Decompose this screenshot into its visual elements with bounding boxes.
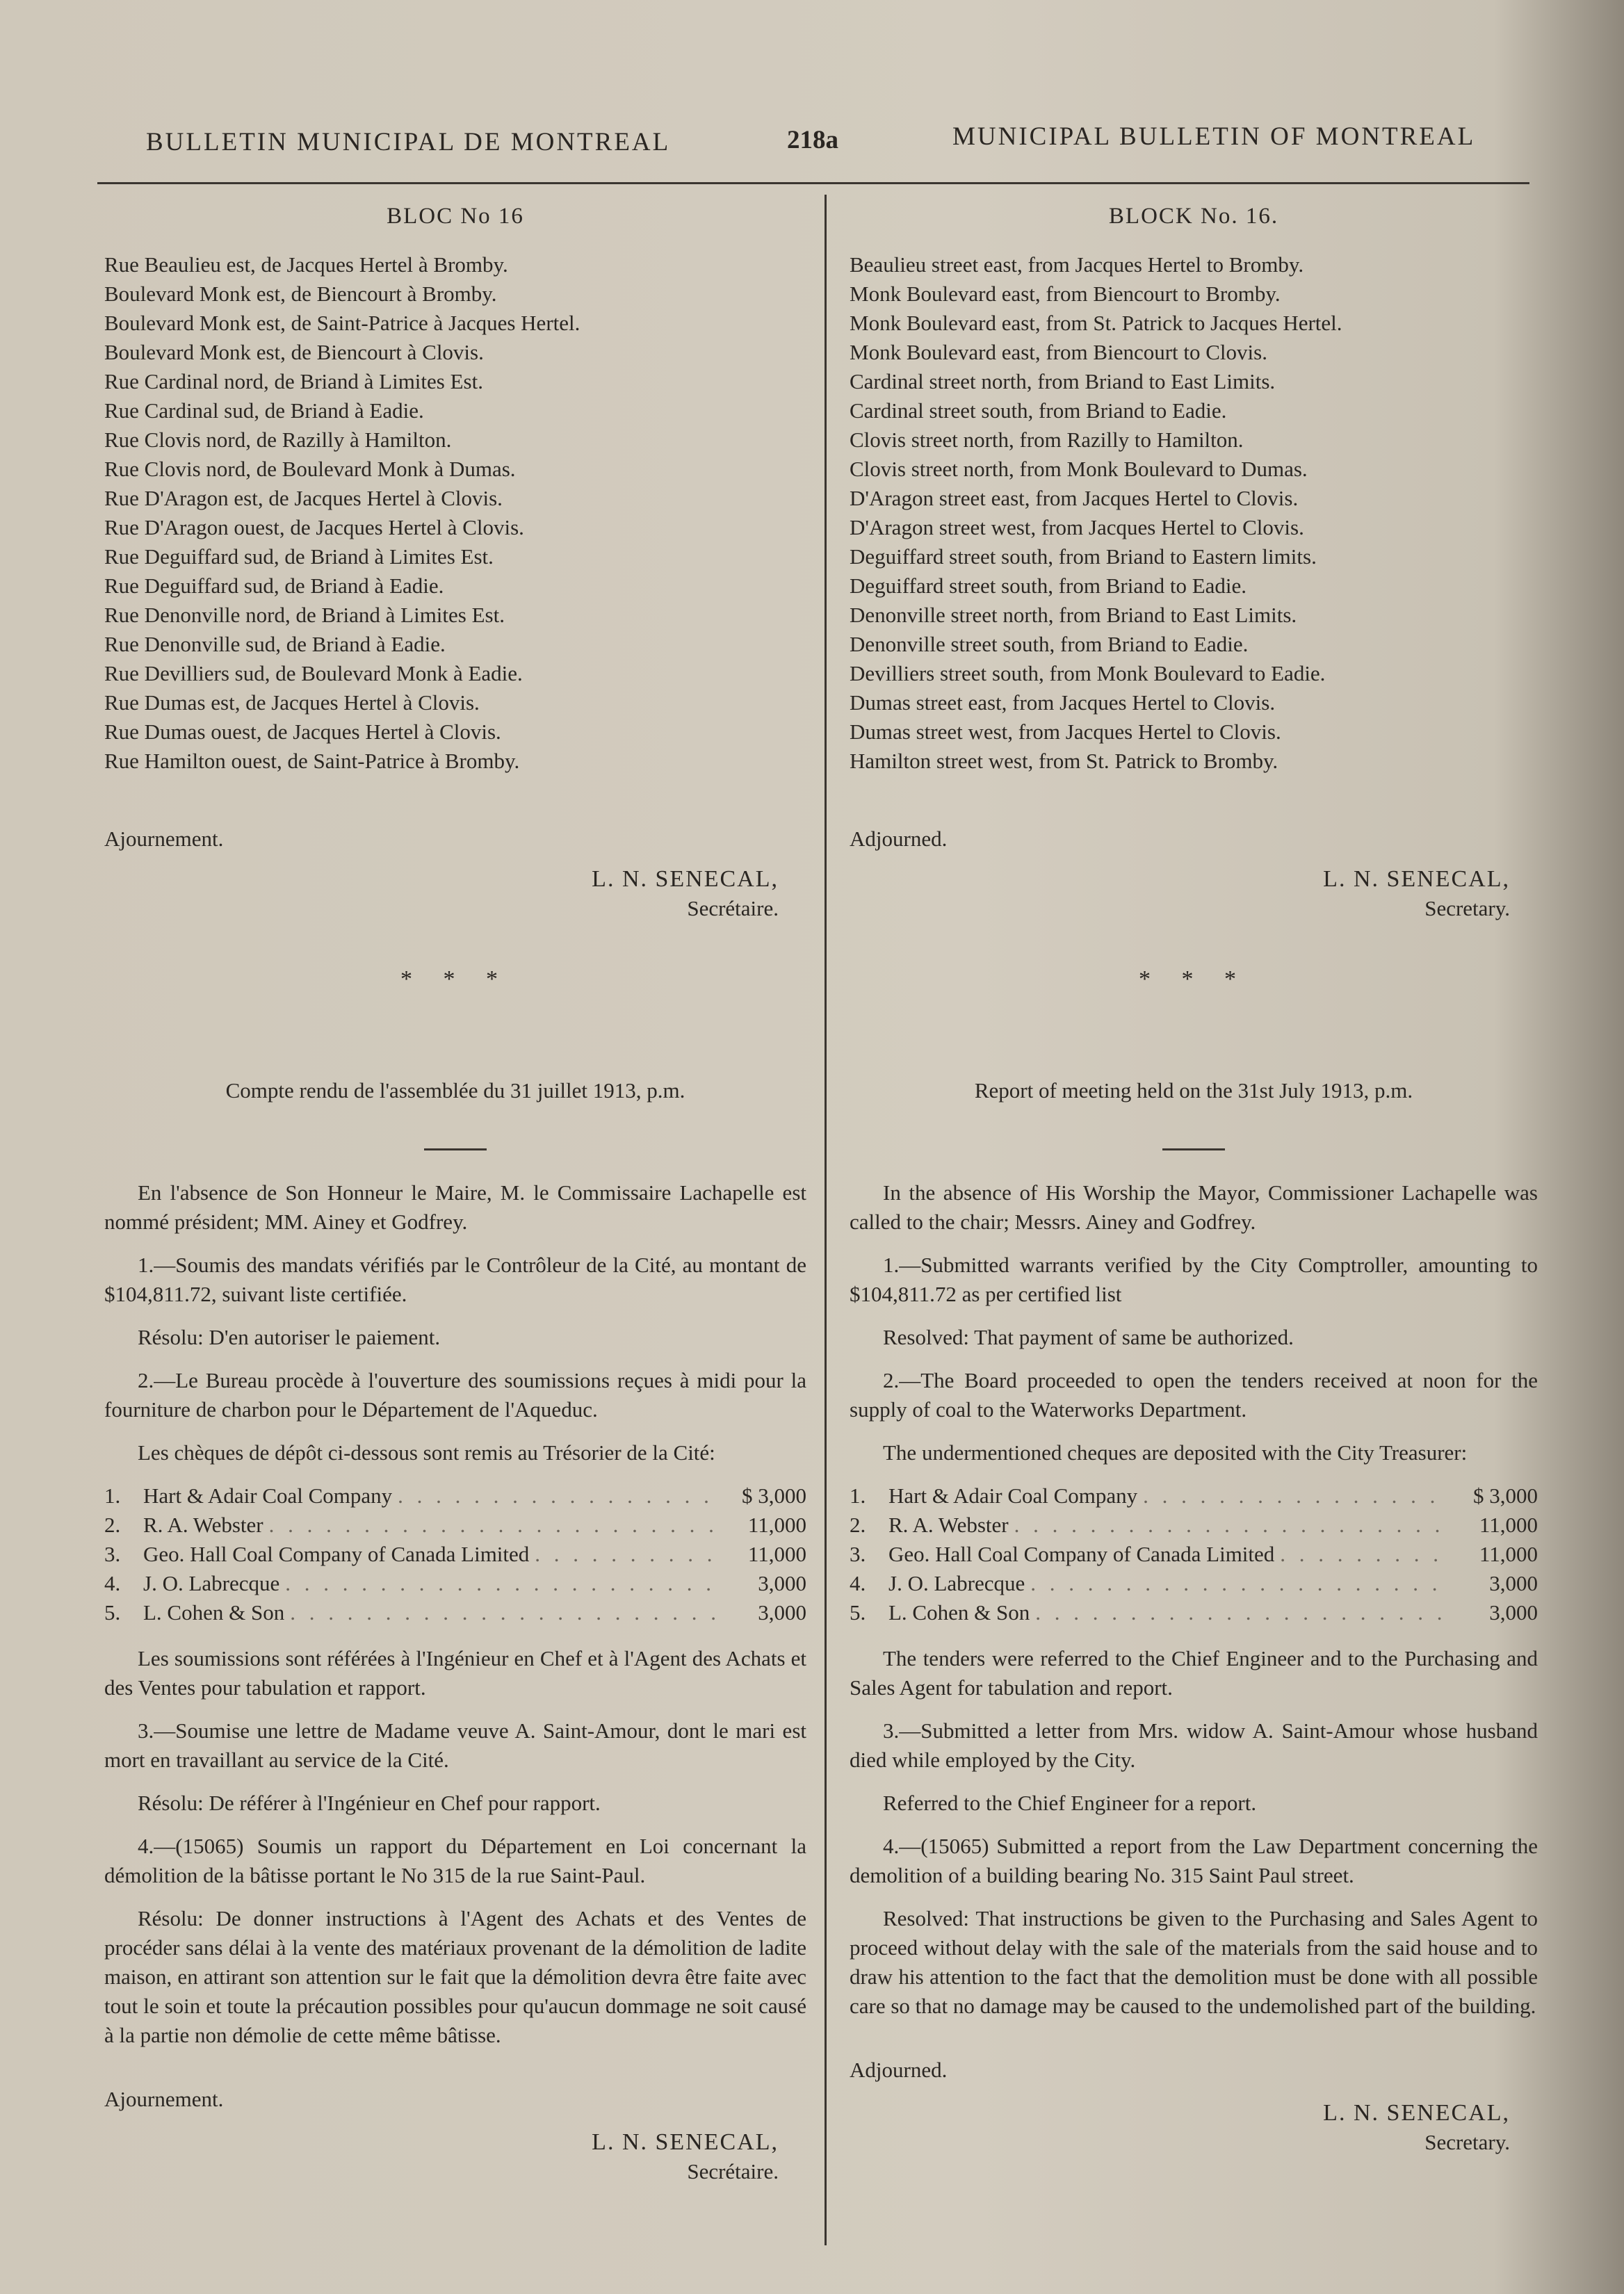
leader-dots <box>1035 1598 1449 1627</box>
header-rule <box>97 182 1529 184</box>
street-line: Monk Boulevard east, from St. Patrick to Jacques Hertel. <box>850 311 1342 335</box>
leader-dots <box>1143 1481 1449 1511</box>
signature-title: Secretary. <box>1424 2130 1510 2154</box>
leader-dots <box>535 1540 717 1569</box>
table-row <box>104 1598 806 1627</box>
street-line: D'Aragon street west, from Jacques Hertel to Clovis. <box>850 515 1304 539</box>
adjourned-text: Adjourned. <box>850 2058 948 2082</box>
report-title: Compte rendu de l'assemblée du 31 juillet 1913, p.m. <box>225 1078 685 1103</box>
leader-dots <box>1030 1569 1449 1598</box>
street-line: Boulevard Monk est, de Biencourt à Clovis. <box>104 340 484 364</box>
street-line: Rue D'Aragon ouest, de Jacques Hertel à Clovis. <box>104 515 524 539</box>
item-1-resolved: Résolu: D'en autoriser le paiement. <box>138 1325 441 1349</box>
table-row <box>850 1569 1538 1598</box>
company-name: L. Cohen & Son <box>888 1600 1030 1625</box>
company-name: Geo. Hall Coal Company of Canada Limited <box>143 1542 530 1566</box>
street-line: Beaulieu street east, from Jacques Hertel to Bromby. <box>850 252 1304 277</box>
leader-dots <box>285 1569 717 1598</box>
street-list <box>104 250 806 776</box>
item-4-resolved: Resolved: That instructions be given to the Purchasing and Sales Agent to proceed without delay with the sale of the materials from the said house and to draw his attention to the fact that the demolition must be done with all possible care so that no damage may be caused to the undemolished part of the building. <box>850 1906 1538 2018</box>
street-line: Rue Clovis nord, de Boulevard Monk à Dumas. <box>104 457 516 481</box>
street-line: Boulevard Monk est, de Saint-Patrice à Jacques Hertel. <box>104 311 580 335</box>
english-column <box>850 202 1538 2157</box>
street-line: Dumas street east, from Jacques Hertel to Clovis. <box>850 690 1276 715</box>
cheque-table <box>104 1481 806 1627</box>
item-2-referred: Les soumissions sont référées à l'Ingénieur en Chef et à l'Agent des Achats et des Ventes pour tabulation et rapport. <box>104 1646 806 1700</box>
street-line: Clovis street north, from Razilly to Hamilton. <box>850 428 1244 452</box>
street-line: Rue Cardinal nord, de Briand à Limites Est. <box>104 369 483 393</box>
street-line: Denonville street south, from Briand to Eadie. <box>850 632 1249 656</box>
street-line: Rue Beaulieu est, de Jacques Hertel à Bromby. <box>104 252 508 277</box>
cheque-amount: $ 3,000 <box>742 1483 806 1508</box>
row-number: 1. <box>104 1483 121 1508</box>
cheque-amount: 3,000 <box>1489 1571 1538 1595</box>
cheque-amount: 3,000 <box>758 1571 806 1595</box>
cheque-amount: 11,000 <box>747 1542 806 1566</box>
leader-dots <box>269 1511 717 1540</box>
item-1: 1.—Submitted warrants verified by the City Comptroller, amounting to $104,811.72 as per certified list <box>850 1253 1538 1306</box>
item-2: 2.—Le Bureau procède à l'ouverture des soumissions reçues à midi pour la fourniture de charbon pour le Département de l'Aqueduc. <box>104 1368 806 1422</box>
adjourned-text: Adjourned. <box>850 827 948 851</box>
street-line: Rue D'Aragon est, de Jacques Hertel à Clovis. <box>104 486 503 510</box>
item-4-resolved: Résolu: De donner instructions à l'Agent des Achats et des Ventes de procéder sans délai à la vente des matériaux provenant de la démolition de ladite maison, en attirant son attention sur le fait que la démolition devra être faite avec tout le soin et toute la précaution possibles pour qu'aucun dommage ne soit causé à la partie non démolie de cette même bâtisse. <box>104 1906 806 2047</box>
section-separator-stars: * * * <box>1139 966 1249 992</box>
company-name: Hart & Adair Coal Company <box>888 1483 1138 1508</box>
cheque-amount: 11,000 <box>1479 1542 1538 1566</box>
street-line: Rue Denonville sud, de Briand à Eadie. <box>104 632 446 656</box>
signature-name: L. N. SENECAL, <box>592 2129 779 2155</box>
cheque-amount: $ 3,000 <box>1473 1483 1538 1508</box>
row-number: 3. <box>850 1542 866 1566</box>
cheque-amount: 3,000 <box>758 1600 806 1625</box>
table-row <box>104 1511 806 1540</box>
report-title: Report of meeting held on the 31st July 1913, p.m. <box>974 1078 1413 1103</box>
row-number: 2. <box>104 1513 121 1537</box>
row-number: 5. <box>850 1600 866 1625</box>
street-line: Rue Clovis nord, de Razilly à Hamilton. <box>104 428 452 452</box>
table-row <box>850 1540 1538 1569</box>
street-line: D'Aragon street east, from Jacques Hertel to Clovis. <box>850 486 1299 510</box>
street-line: Rue Deguiffard sud, de Briand à Eadie. <box>104 574 444 598</box>
street-line: Hamilton street west, from St. Patrick to Bromby. <box>850 749 1278 773</box>
street-line: Monk Boulevard east, from Biencourt to Clovis. <box>850 340 1267 364</box>
table-row <box>104 1540 806 1569</box>
section-separator-stars: * * * <box>400 966 510 992</box>
column-divider <box>825 195 827 2245</box>
item-2-cheques: Les chèques de dépôt ci-dessous sont remis au Trésorier de la Cité: <box>138 1440 715 1465</box>
item-3-resolved: Referred to the Chief Engineer for a report. <box>883 1791 1257 1815</box>
row-number: 1. <box>850 1483 866 1508</box>
signature-title: Secrétaire. <box>687 2159 779 2183</box>
street-line: Denonville street north, from Briand to East Limits. <box>850 603 1297 627</box>
leader-dots <box>290 1598 717 1627</box>
company-name: L. Cohen & Son <box>143 1600 285 1625</box>
street-line: Rue Dumas ouest, de Jacques Hertel à Clovis. <box>104 719 501 744</box>
cheque-amount: 3,000 <box>1489 1600 1538 1625</box>
street-line: Cardinal street north, from Briand to East Limits. <box>850 369 1276 393</box>
table-row <box>850 1511 1538 1540</box>
street-line: Clovis street north, from Monk Boulevard to Dumas. <box>850 457 1308 481</box>
cheque-amount: 11,000 <box>1479 1513 1538 1537</box>
company-name: Hart & Adair Coal Company <box>143 1483 393 1508</box>
street-line: Dumas street west, from Jacques Hertel to Clovis. <box>850 719 1281 744</box>
signature-name: L. N. SENECAL, <box>1323 866 1510 892</box>
item-4: 4.—(15065) Soumis un rapport du Département en Loi concernant la démolition de la bâtisse portant le No 315 de la rue Saint-Paul. <box>104 1834 806 1887</box>
signature-name: L. N. SENECAL, <box>592 866 779 892</box>
company-name: R. A. Webster <box>143 1513 263 1537</box>
short-rule <box>1162 1148 1225 1150</box>
signature-name: L. N. SENECAL, <box>1323 2100 1510 2126</box>
item-3-resolved: Résolu: De référer à l'Ingénieur en Chef pour rapport. <box>138 1791 601 1815</box>
street-line: Monk Boulevard east, from Biencourt to Bromby. <box>850 282 1281 306</box>
company-name: J. O. Labrecque <box>888 1571 1025 1595</box>
row-number: 2. <box>850 1513 866 1537</box>
street-line: Rue Deguiffard sud, de Briand à Limites Est. <box>104 544 494 569</box>
street-line: Deguiffard street south, from Briand to Eadie. <box>850 574 1247 598</box>
company-name: J. O. Labrecque <box>143 1571 280 1595</box>
cheque-amount: 11,000 <box>747 1513 806 1537</box>
row-number: 4. <box>104 1571 121 1595</box>
street-line: Cardinal street south, from Briand to Eadie. <box>850 398 1227 423</box>
leader-dots <box>398 1481 717 1511</box>
header-french-title: BULLETIN MUNICIPAL DE MONTREAL <box>146 128 671 156</box>
street-line: Devilliers street south, from Monk Boulevard to Eadie. <box>850 661 1326 685</box>
leader-dots <box>1014 1511 1449 1540</box>
header-english-title: MUNICIPAL BULLETIN OF MONTREAL <box>952 122 1476 151</box>
street-line: Deguiffard street south, from Briand to Eastern limits. <box>850 544 1317 569</box>
row-number: 4. <box>850 1571 866 1595</box>
row-number: 3. <box>104 1542 121 1566</box>
bloc-title: BLOC No 16 <box>387 204 524 229</box>
row-number: 5. <box>104 1600 121 1625</box>
street-line: Boulevard Monk est, de Biencourt à Bromby. <box>104 282 497 306</box>
signature-title: Secretary. <box>1424 896 1510 920</box>
item-3: 3.—Submitted a letter from Mrs. widow A. Saint-Amour whose husband died while employed by the City. <box>850 1718 1538 1772</box>
company-name: R. A. Webster <box>888 1513 1009 1537</box>
page-number: 218a <box>787 126 838 154</box>
leader-dots <box>1280 1540 1449 1569</box>
intro-paragraph: En l'absence de Son Honneur le Maire, M. le Commissaire Lachapelle est nommé président; MM. Ainey et Godfrey. <box>104 1180 806 1234</box>
table-row <box>850 1598 1538 1627</box>
item-4: 4.—(15065) Submitted a report from the Law Department concerning the demolition of a building bearing No. 315 Saint Paul street. <box>850 1834 1538 1887</box>
cheque-table <box>850 1481 1538 1627</box>
company-name: Geo. Hall Coal Company of Canada Limited <box>888 1542 1275 1566</box>
intro-paragraph: In the absence of His Worship the Mayor, Commissioner Lachapelle was called to the chair; Messrs. Ainey and Godfrey. <box>850 1180 1538 1234</box>
table-row <box>104 1481 806 1511</box>
item-2-referred: The tenders were referred to the Chief Engineer and to the Purchasing and Sales Agent for tabulation and report. <box>850 1646 1538 1700</box>
street-line: Rue Hamilton ouest, de Saint-Patrice à Bromby. <box>104 749 520 773</box>
street-line: Rue Dumas est, de Jacques Hertel à Clovis. <box>104 690 480 715</box>
adjourned-text: Ajournement. <box>104 2087 224 2111</box>
item-1-resolved: Resolved: That payment of same be authorized. <box>883 1325 1294 1349</box>
item-3: 3.—Soumise une lettre de Madame veuve A. Saint-Amour, dont le mari est mort en travaillant au service de la Cité. <box>104 1718 806 1772</box>
block-title: BLOCK No. 16. <box>1108 204 1279 229</box>
table-row <box>850 1481 1538 1511</box>
street-line: Rue Denonville nord, de Briand à Limites Est. <box>104 603 505 627</box>
item-2: 2.—The Board proceeded to open the tenders received at noon for the supply of coal to the Waterworks Department. <box>850 1368 1538 1422</box>
street-list <box>850 250 1538 776</box>
street-line: Rue Devilliers sud, de Boulevard Monk à Eadie. <box>104 661 523 685</box>
street-line: Rue Cardinal sud, de Briand à Eadie. <box>104 398 424 423</box>
short-rule <box>424 1148 487 1150</box>
table-row <box>104 1569 806 1598</box>
item-2-cheques: The undermentioned cheques are deposited with the City Treasurer: <box>883 1440 1468 1465</box>
adjourned-text: Ajournement. <box>104 827 224 851</box>
item-1: 1.—Soumis des mandats vérifiés par le Contrôleur de la Cité, au montant de $104,811.72, suivant liste certifiée. <box>104 1253 806 1306</box>
signature-title: Secrétaire. <box>687 896 779 920</box>
french-column <box>104 202 806 2186</box>
